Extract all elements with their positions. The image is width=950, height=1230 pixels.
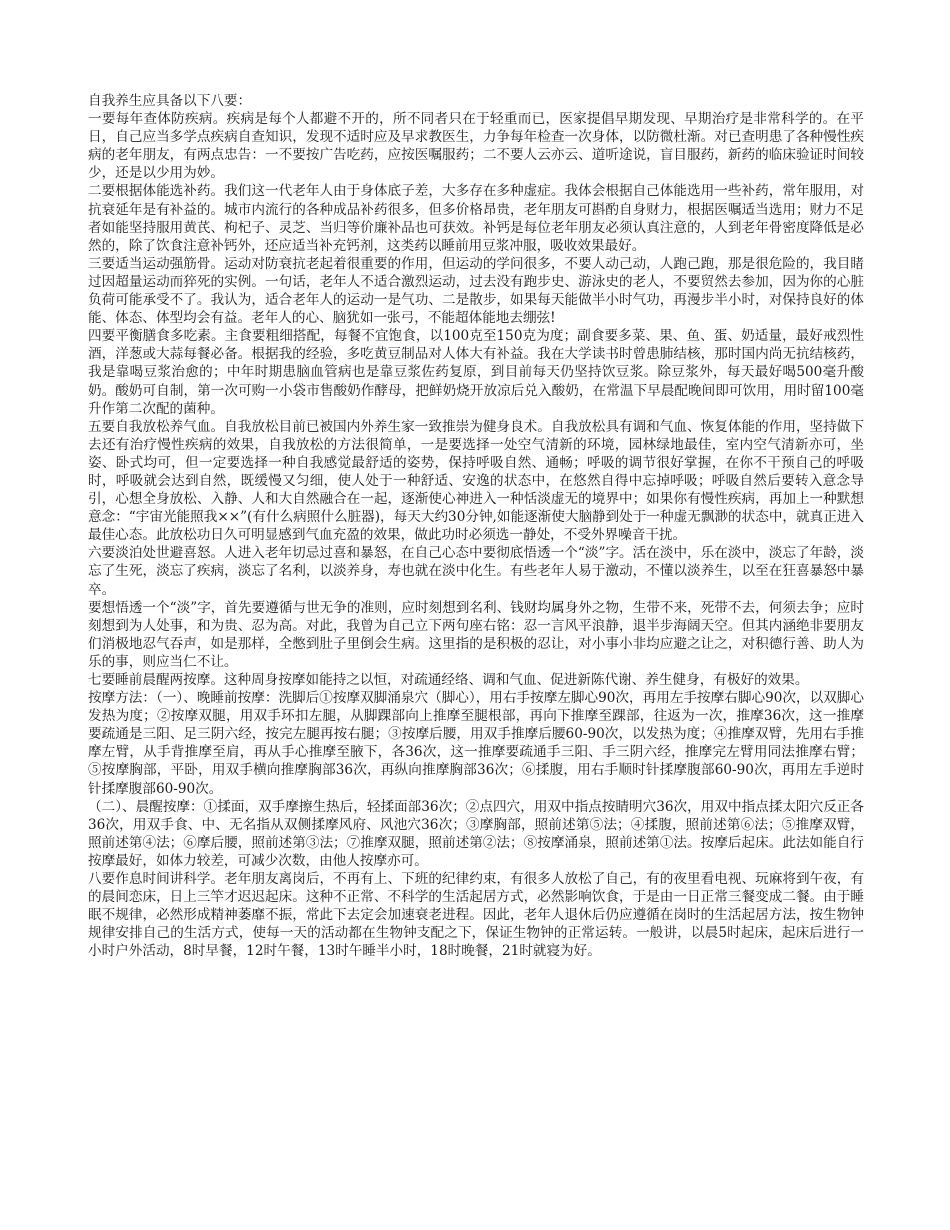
intro-line: 自我养生应具备以下八要： [88,93,252,109]
section-2-tonics: 二要根据体能选补药。我们这一代老年人由于身体底子差，大多存在多种虚症。我体会根据自己体能选用一些补药，常年服用，对抗衰延年是有补益的。城市内流行的各种成品补药很多，但多价格昂贵，老年朋友可斟酌自身财力，根据医嘱适当选用；财力不足者如能坚持服用黄芪、枸杞子、灵芝、当归等价廉补品也可获效。补钙是每位老年朋友必须认真注意的，人到老年骨密度降低是必然的，除了饮食注意补钙外，还应适当补充钙剂，这类药以睡前用豆浆冲服，吸收效果最好。 [88,183,864,254]
section-4-diet: 四要平衡膳食多吃素。主食要粗细搭配，每餐不宜饱食，以100克至150克为度；副食要多菜、果、鱼、蛋、奶适量，最好戒烈性酒，洋葱或大蒜每餐必备。根据我的经验，多吃黄豆制品对人体大有补益。我在大学读书时曾患肺结核，那时国内尚无抗结核药，我是靠喝豆浆治愈的；中年时期患脑血管病也是靠豆浆佐药复原，到目前每天仍坚持饮豆浆。除豆浆外，每天最好喝500毫升酸奶。酸奶可自制，第一次可购一小袋市售酸奶作酵母，把鲜奶烧开放凉后兑入酸奶，在常温下早晨配晚间即可饮用，用时留100毫升作第二次配的菌种。 [88,328,864,417]
section-7-massage: 七要睡前晨醒两按摩。这种周身按摩如能持之以恒，对疏通经络、调和气血、促进新陈代谢、养生健身，有极好的效果。 [88,672,809,688]
massage-method-evening: 按摩方法：（一）、晚睡前按摩：洗脚后①按摩双脚涌泉穴（脚心），用右手按摩左脚心90次，再用左手按摩右脚心90次，以双脚心发热为度；②按摩双腿，用双手环扣左腿，从脚踝部向上推摩至腿根部，再向下推摩至踝部，往返为一次，推摩36次，这一推摩要疏通是三阳、足三阴六经，按完左腿再按右腿；③按摩后腰，用双手推摩后腰60-90次，以发热为度；④推摩双臂，先用右手推摩左臂，从手背推摩至肩，再从手心推摩至腋下，各36次，这一推摩要疏通手三阳、手三阴六经，推摩完左臂用同法推摩右臂；⑤按摩胸部，平卧，用双手横向推摩胸部36次，再纵向推摩胸部36次；⑥揉腹，用右手顺时针揉摩腹部60-90次，再用左手逆时针揉摩腹部60-90次。 [88,690,864,797]
section-8-schedule: 八要作息时间讲科学。老年朋友离岗后，不再有上、下班的纪律约束，有很多人放松了自己，有的夜里看电视、玩麻将到午夜，有的晨间恋床，日上三竿才迟迟起床。这种不正常、不科学的生活起居方式，必然影响饮食，于是由一日正常三餐变成二餐。由于睡眠不规律，必然形成精神萎靡不振，常此下去定会加速衰老进程。因此，老年人退休后仍应遵循在岗时的生活起居方法，按生物钟规律安排自己的生活方式，使每一天的活动都在生物钟支配之下，保证生物钟的正常运转。一般讲，以晨5时起床，起床后进行一小时户外活动，8时早餐，12时午餐，13时午睡半小时，18时晚餐，21时就寝为好。 [88,871,864,960]
section-1-checkup: 一要每年查体防疾病。疾病是每个人都避不开的，所不同者只在于轻重而已，医家提倡早期发现、早期治疗是非常科学的。在平日，自己应当多学点疾病自查知识，发现不适时应及早求教医生，力争每年检查一次身体，以防微杜渐。对已查明患了各种慢性疾病的老年朋友，有两点忠告：一不要按广告吃药，应按医嘱服药；二不要人云亦云、道听途说，盲目服药，新药的临床验证时间较少，还是以少用为妙。 [88,111,864,182]
section-6-continued: 要想悟透一个“淡”字，首先要遵循与世无争的准则，应时刻想到名利、钱财均属身外之物，生带不来，死带不去，何须去争；应时刻想到为人处事，和为贵、忍为高。对此，我曾为自己立下两句座右铭：忍一言风平浪静，退半步海阔天空。但其内涵绝非要朋友们消极地忍气吞声，如是那样，全憋到肚子里倒会生病。这里指的是积极的忍让，对小事小非均应避之让之，对积德行善、助人为乐的事，则应当仁不让。 [88,599,864,670]
section-6-tranquility: 六要淡泊处世避喜怒。人进入老年切忌过喜和暴怒，在自己心态中要彻底悟透一个“淡”字。活在淡中，乐在淡中，淡忘了年龄，淡忘了生死，淡忘了疾病，淡忘了名利，以淡养身，寿也就在淡中化生。有些老年人易于激动，不懂以淡养生，以至在狂喜暴怒中暴卒。 [88,545,864,598]
massage-method-morning: （二）、晨醒按摩：①揉面，双手摩擦生热后，轻揉面部36次；②点四穴，用双中指点按睛明穴36次，用双中指点揉太阳穴反正各36次，用双手食、中、无名指从双侧揉摩风府、风池穴36次；③摩胸部，照前述第⑤法；④揉腹，照前述第⑥法；⑤推摩双臂，照前述第④法；⑥摩后腰，照前述第③法；⑦推摩双腿，照前述第②法；⑧按摩涌泉，照前述第①法。按摩后起床。此法如能自行按摩最好，如体力较差，可减少次数，由他人按摩亦可。 [88,798,864,869]
section-5-relaxation: 五要自我放松养气血。自我放松目前已被国内外养生家一致推崇为健身良术。自我放松具有调和气血、恢复体能的作用，坚持做下去还有治疗慢性疾病的效果，自我放松的方法很简单，一是要选择一处空气清新的环境，园林绿地最佳，室内空气清新亦可，坐姿、卧式均可，但一定要选择一种自我感觉最舒适的姿势，保持呼吸自然、通畅；呼吸的调节很好掌握，在你不干预自己的呼吸时，呼吸就会达到自然，既缓慢又匀细，使人处于一种舒适、安逸的状态中，在悠然自得中忘掉呼吸；呼吸自然后要转入意念导引，心想全身放松、入静、人和大自然融合在一起，逐渐使心神进入一种恬淡虚无的境界中；如果你有慢性疾病，再加上一种默想意念：“宇宙光能照我××”(有什么病照什么脏器)，每天大约30分钟,如能逐渐使大脑静到处于一种虚无飘渺的状态中，就真正进入最佳心态。此放松功日久可明显感到气血充盈的效果，做此功时必须选一静处，不受外界噪音干扰。 [88,418,864,544]
section-3-exercise: 三要适当运动强筋骨。运动对防衰抗老起着很重要的作用，但运动的学问很多，不要人动己动，人跑己跑，那是很危险的，我目睹过因超量运动而猝死的实例。一句话，老年人不适合激烈运动，过去没有跑步史、游泳史的老人，不要贸然去参加，因为你的心脏负荷可能承受不了。我认为，适合老年人的运动一是气功、二是散步，如果每天能做半小时气功，再漫步半小时，对保持良好的体能、体态、体型均会有益。老年人的心、脑犹如一张弓，不能超体能地去绷弦! [88,255,864,327]
document-body [88,92,864,961]
